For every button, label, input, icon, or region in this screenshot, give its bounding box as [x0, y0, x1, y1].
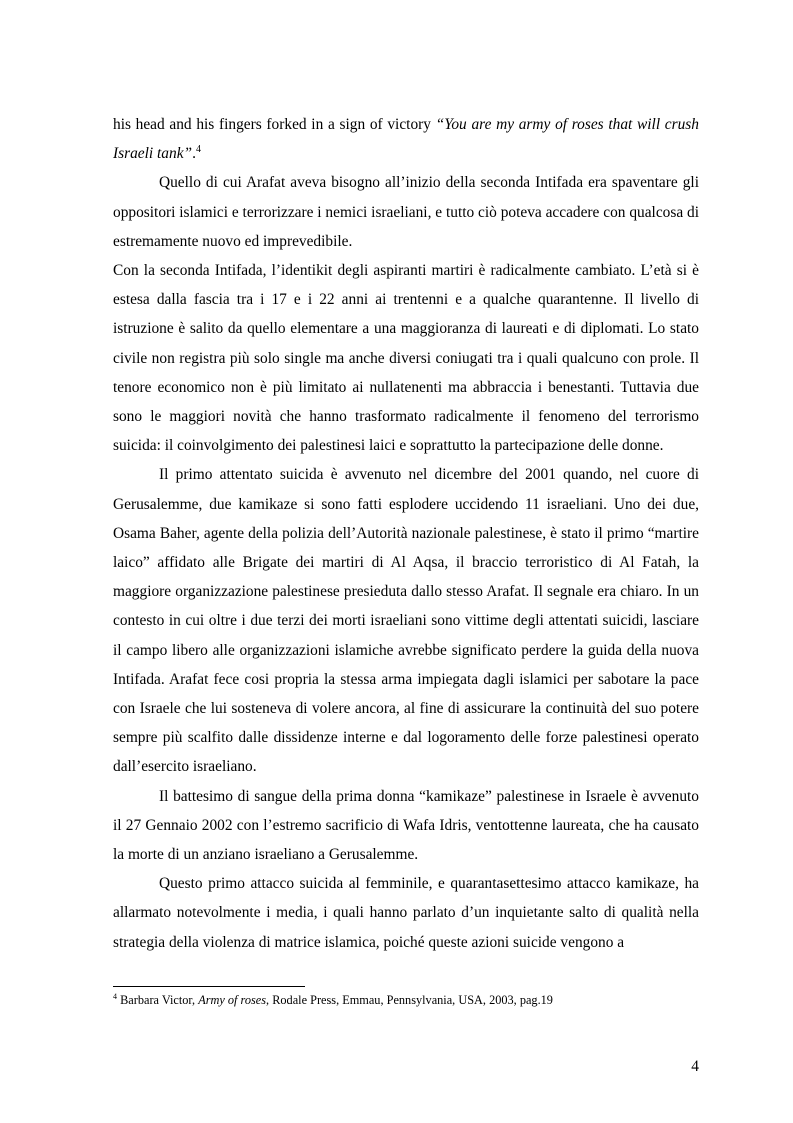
- footnote-separator: [113, 986, 305, 987]
- page-number: 4: [691, 1058, 699, 1075]
- footnote-marker: 4: [113, 991, 117, 1001]
- footnote-author: Barbara Victor,: [120, 993, 199, 1007]
- paragraph-punctuation: .: [192, 145, 196, 163]
- paragraph-continuation: [113, 110, 699, 168]
- paragraph: Questo primo attacco suicida al femminile, e quarantasettesimo attacco kamikaze, ha allarmato notevolmente i media, i quali hanno parlato d’un inquietante salto di qualità nella strategia della violenza di matrice islamica, poiché queste azioni suicide vengono a: [113, 875, 699, 951]
- paragraph: Quello di cui Arafat aveva bisogno all’inizio della seconda Intifada era spaventare gli oppositori islamici e terrorizzare i nemici israeliani, e tutto ciò poteva accadere con qualcosa di estremamente nuovo ed imprevedibile.: [113, 174, 699, 250]
- paragraph-text: his head and his fingers forked in a sign of victory: [113, 116, 436, 133]
- footnote-details: , Rodale Press, Emmau, Pennsylvania, USA, 2003, pag.19: [266, 993, 553, 1007]
- footnote: [113, 992, 699, 1008]
- paragraph: Il primo attentato suicida è avvenuto nel dicembre del 2001 quando, nel cuore di Gerusalemme, due kamikaze si sono fatti esplodere uccidendo 11 israeliani. Uno dei due, Osama Baher, agente della polizia dell’Autorità nazionale palestinese, è stato il primo “martire laico” affidato alle Brigate dei martiri di Al Aqsa, il braccio terroristico di Al Fatah, la maggiore organizzazione palestinese presieduta dallo stesso Arafat. Il segnale era chiaro. In un contesto in cui oltre i due terzi dei morti israeliani sono vittime degli attentati suicidi, lasciare il campo libero alle organizzazioni islamiche avrebbe significato perdere la guida della nuova Intifada. Arafat fece cosi propria la stessa arma impiegata dagli islamici per sabotare la pace con Israele che lui sosteneva di volere ancora, al fine di assicurare la continuità del suo potere sempre più scalfito dalle dissidenze interne e dal logoramento delle forze palestinesi operato dall’esercito israeliano.: [113, 466, 699, 776]
- quoted-slogan: “You are my army of roses that will crush Israeli tank”: [113, 116, 699, 163]
- paragraph: Il battesimo di sangue della prima donna “kamikaze” palestinese in Israele è avvenuto il 27 Gennaio 2002 con l’estremo sacrificio di Wafa Idris, ventottenne laureata, che ha causato la morte di un anziano israeliano a Gerusalemme.: [113, 787, 699, 864]
- paragraph: Con la seconda Intifada, l’identikit degli aspiranti martiri è radicalmente cambiato. L’età si è estesa dalla fascia tra i 17 e i 22 anni ai trentenni e a qualche quarantenne. Il livello di istruzione è salito da quello elementare a una maggioranza di laureati e di diplomati. Lo stato civile non registra più solo single ma anche diversi coniugati tra i quali qualcuno con prole. Il tenore economico non è più limitato ai nullatenenti ma abbraccia i benestanti. Tuttavia due sono le maggiori novità che hanno trasformato radicalmente il fenomeno del terrorismo suicida: il coinvolgimento dei palestinesi laici e soprattutto la partecipazione delle donne.: [113, 262, 699, 455]
- footnote-book-title: Army of roses: [198, 993, 267, 1007]
- footnote-reference[interactable]: 4: [195, 144, 201, 156]
- body-text: [113, 110, 699, 957]
